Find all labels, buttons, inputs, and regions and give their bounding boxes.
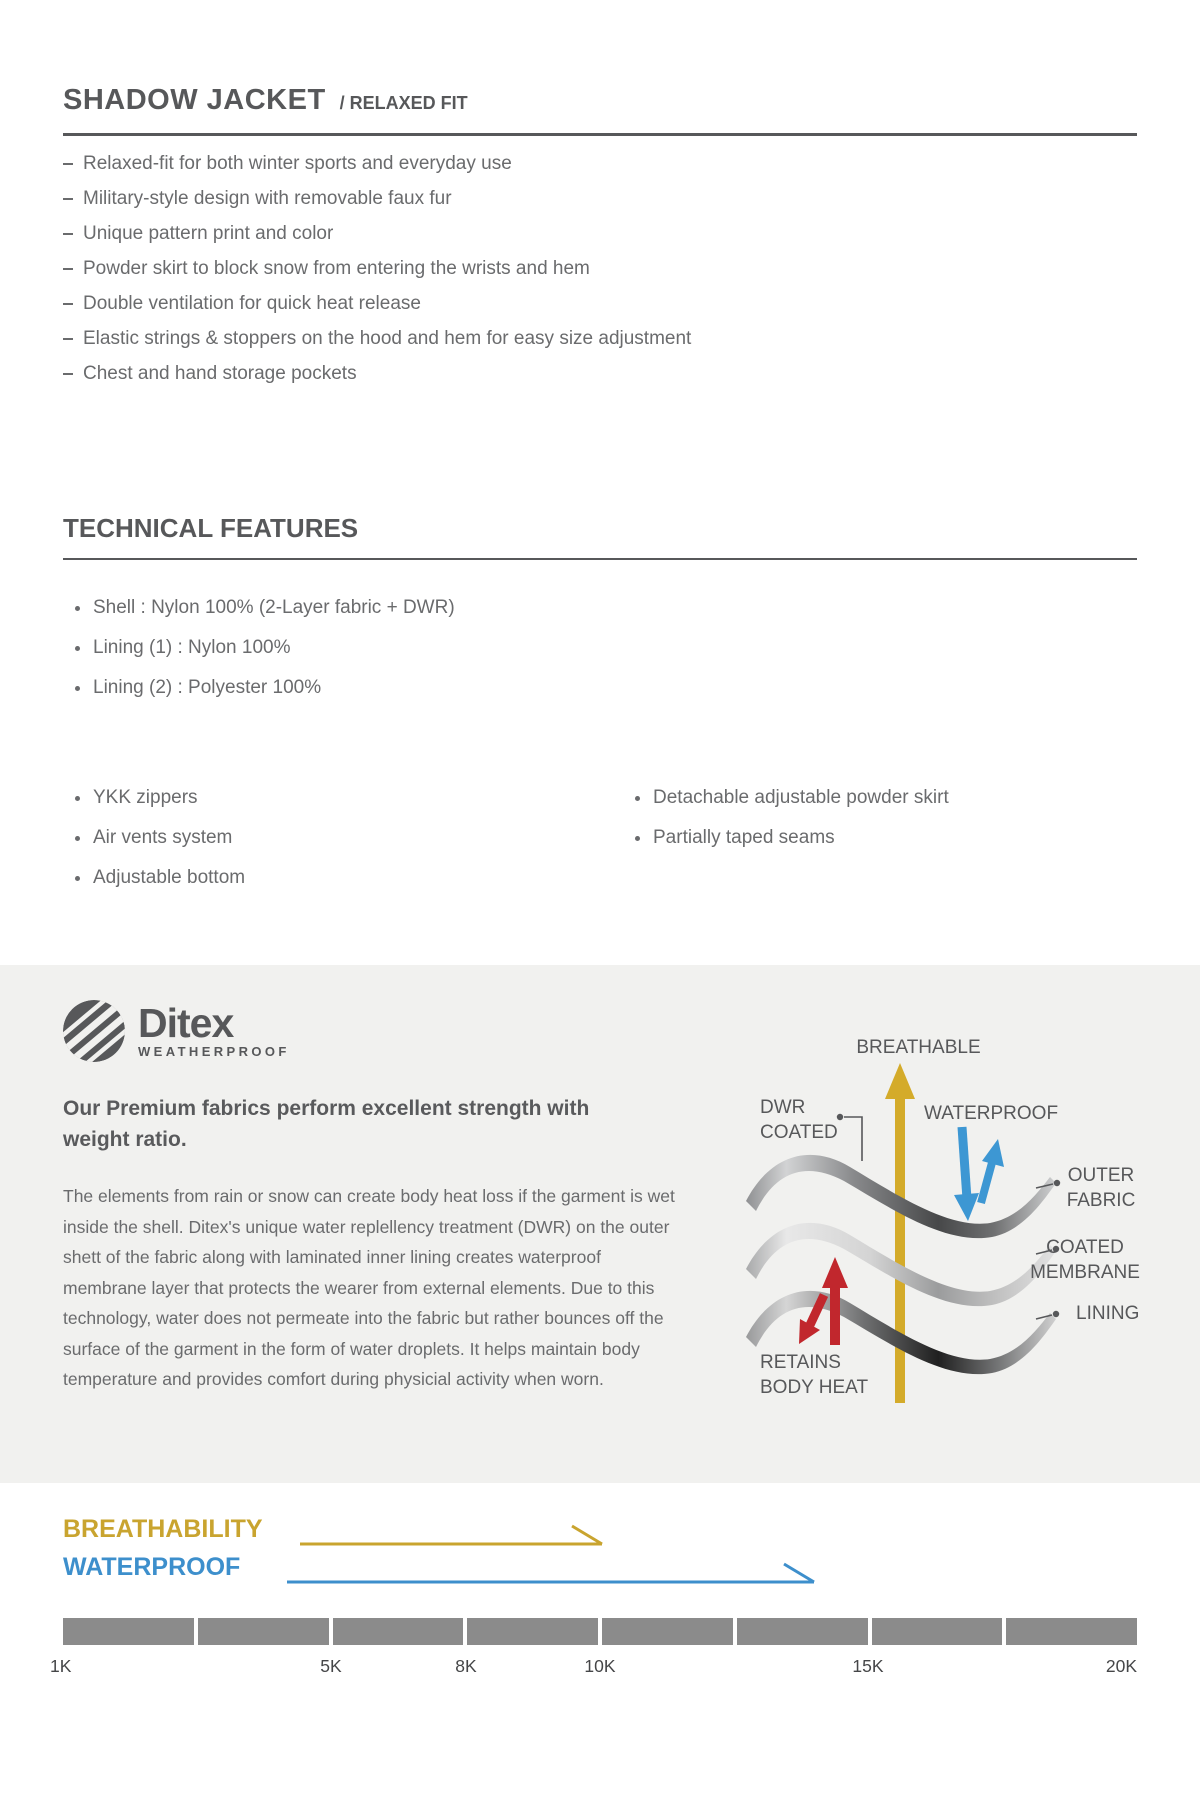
scale-tick: 5K xyxy=(320,1656,342,1676)
brand-tagline: WEATHERPROOF xyxy=(138,1044,290,1059)
scale-tick: 1K xyxy=(50,1656,72,1676)
list-item xyxy=(63,146,691,181)
tech-list-right xyxy=(635,778,949,858)
list-item xyxy=(75,588,455,628)
dwr-label-line1: DWR xyxy=(760,1097,806,1118)
list-item xyxy=(63,286,691,321)
coated-membrane-label xyxy=(1030,1235,1140,1285)
tech-item-text: Partially taped seams xyxy=(653,827,835,848)
scale-segment xyxy=(602,1618,733,1645)
retains-label-line1: RETAINS xyxy=(760,1352,841,1373)
page-header xyxy=(63,84,1137,136)
scale-tick: 15K xyxy=(852,1656,884,1676)
breathability-label: BREATHABILITY xyxy=(63,1515,263,1543)
ditex-logo xyxy=(63,1000,290,1062)
outer-fabric-label xyxy=(1062,1163,1140,1213)
list-item xyxy=(635,778,949,818)
dot-bullet xyxy=(75,686,80,691)
outer-label-line2: FABRIC xyxy=(1066,1190,1136,1211)
dash-bullet xyxy=(63,198,73,200)
material-text: Lining (2) : Polyester 100% xyxy=(93,677,322,698)
ditex-section xyxy=(0,965,1200,1483)
scale-tick: 8K xyxy=(455,1656,477,1676)
material-text: Shell : Nylon 100% (2-Layer fabric + DWR) xyxy=(93,597,455,618)
retains-body-heat-label xyxy=(760,1350,868,1400)
material-text: Lining (1) : Nylon 100% xyxy=(93,637,291,658)
dash-bullet xyxy=(63,303,73,305)
list-item xyxy=(63,356,691,391)
breathability-line xyxy=(300,1521,610,1547)
scale-segment xyxy=(737,1618,868,1645)
list-item xyxy=(75,858,245,898)
scale-segment xyxy=(333,1618,464,1645)
list-item xyxy=(75,778,245,818)
scale-segment xyxy=(63,1618,194,1645)
lead-text: Our Premium fabrics perform excellent strength with weight ratio. xyxy=(63,1097,590,1151)
dot-bullet xyxy=(75,606,80,611)
dot-bullet xyxy=(635,796,640,801)
scale-segment xyxy=(1006,1618,1137,1645)
ditex-globe-icon xyxy=(63,1000,125,1062)
section-title: TECHNICAL FEATURES xyxy=(63,513,359,543)
materials-list xyxy=(75,588,455,708)
dash-bullet xyxy=(63,338,73,340)
list-item xyxy=(63,321,691,356)
tech-item-text: Air vents system xyxy=(93,827,233,848)
dwr-label-line2: COATED xyxy=(760,1122,838,1143)
dot-bullet xyxy=(75,836,80,841)
brand-name: Ditex xyxy=(138,1000,234,1046)
waterproof-diagram-label: WATERPROOF xyxy=(924,1103,1059,1124)
feature-text: Unique pattern print and color xyxy=(83,222,334,244)
feature-text: Elastic strings & stoppers on the hood and hem for easy size adjustment xyxy=(83,327,692,349)
waterproof-arrow xyxy=(954,1127,1004,1221)
lining-label: LINING xyxy=(1076,1303,1140,1324)
list-item xyxy=(63,216,691,251)
title-row xyxy=(63,84,1137,117)
fabric-layers-diagram xyxy=(738,1027,1200,1422)
logo-text xyxy=(138,1000,290,1059)
dot-bullet xyxy=(75,796,80,801)
retains-label-line2: BODY HEAT xyxy=(760,1377,869,1398)
scale-segment xyxy=(467,1618,598,1645)
waterproof-line xyxy=(287,1559,822,1585)
scale-tick: 10K xyxy=(584,1656,616,1676)
list-item xyxy=(75,668,455,708)
dash-bullet xyxy=(63,268,73,270)
dot-bullet xyxy=(75,876,80,881)
scale-segment xyxy=(198,1618,329,1645)
list-item xyxy=(63,251,691,286)
dwr-coated-label xyxy=(760,1095,838,1145)
feature-text: Chest and hand storage pockets xyxy=(83,362,357,384)
waterproof-label: WATERPROOF xyxy=(63,1553,241,1581)
tech-item-text: Adjustable bottom xyxy=(93,867,246,888)
technical-features-header xyxy=(63,513,1137,560)
breathable-label: BREATHABLE xyxy=(856,1037,981,1058)
list-item xyxy=(635,818,949,858)
description-paragraph: The elements from rain or snow can create body heat loss if the garment is wet inside the shell. Ditex's unique water replellency treatment (DWR) on the outer shett of the fabric along with laminated inner lining creates waterproof membrane layer that protects the wearer from external elements. Due to this technology, water does not permeate into the fabric but rather bounces off the surface of the garment in the form of water droplets. It helps maintain body temperature and provides comfort during physicial activity when worn. xyxy=(63,1186,675,1389)
dot-bullet xyxy=(75,646,80,651)
feature-text: Relaxed-fit for both winter sports and everyday use xyxy=(83,152,512,174)
feature-text: Powder skirt to block snow from entering the wrists and hem xyxy=(83,257,590,279)
membrane-label-line2: MEMBRANE xyxy=(1030,1262,1140,1283)
tech-list-left xyxy=(75,778,245,898)
dash-bullet xyxy=(63,163,73,165)
list-item xyxy=(63,181,691,216)
list-item xyxy=(75,628,455,668)
tech-item-text: Detachable adjustable powder skirt xyxy=(653,787,949,808)
membrane-label-line1: COATED xyxy=(1046,1237,1124,1258)
list-item xyxy=(75,818,245,858)
scale-tick: 20K xyxy=(1105,1656,1137,1676)
fit-subtitle: / RELAXED FIT xyxy=(339,93,468,113)
outer-label-line1: OUTER xyxy=(1067,1165,1135,1186)
feature-text: Military-style design with removable faux fur xyxy=(83,187,452,209)
tech-item-text: YKK zippers xyxy=(93,787,198,808)
feature-list xyxy=(63,146,691,391)
page-title: SHADOW JACKET xyxy=(63,84,326,116)
dot-bullet xyxy=(635,836,640,841)
feature-text: Double ventilation for quick heat release xyxy=(83,292,421,314)
dash-bullet xyxy=(63,373,73,375)
scale-segment xyxy=(872,1618,1003,1645)
dash-bullet xyxy=(63,233,73,235)
rating-scale-bar xyxy=(63,1618,1137,1645)
